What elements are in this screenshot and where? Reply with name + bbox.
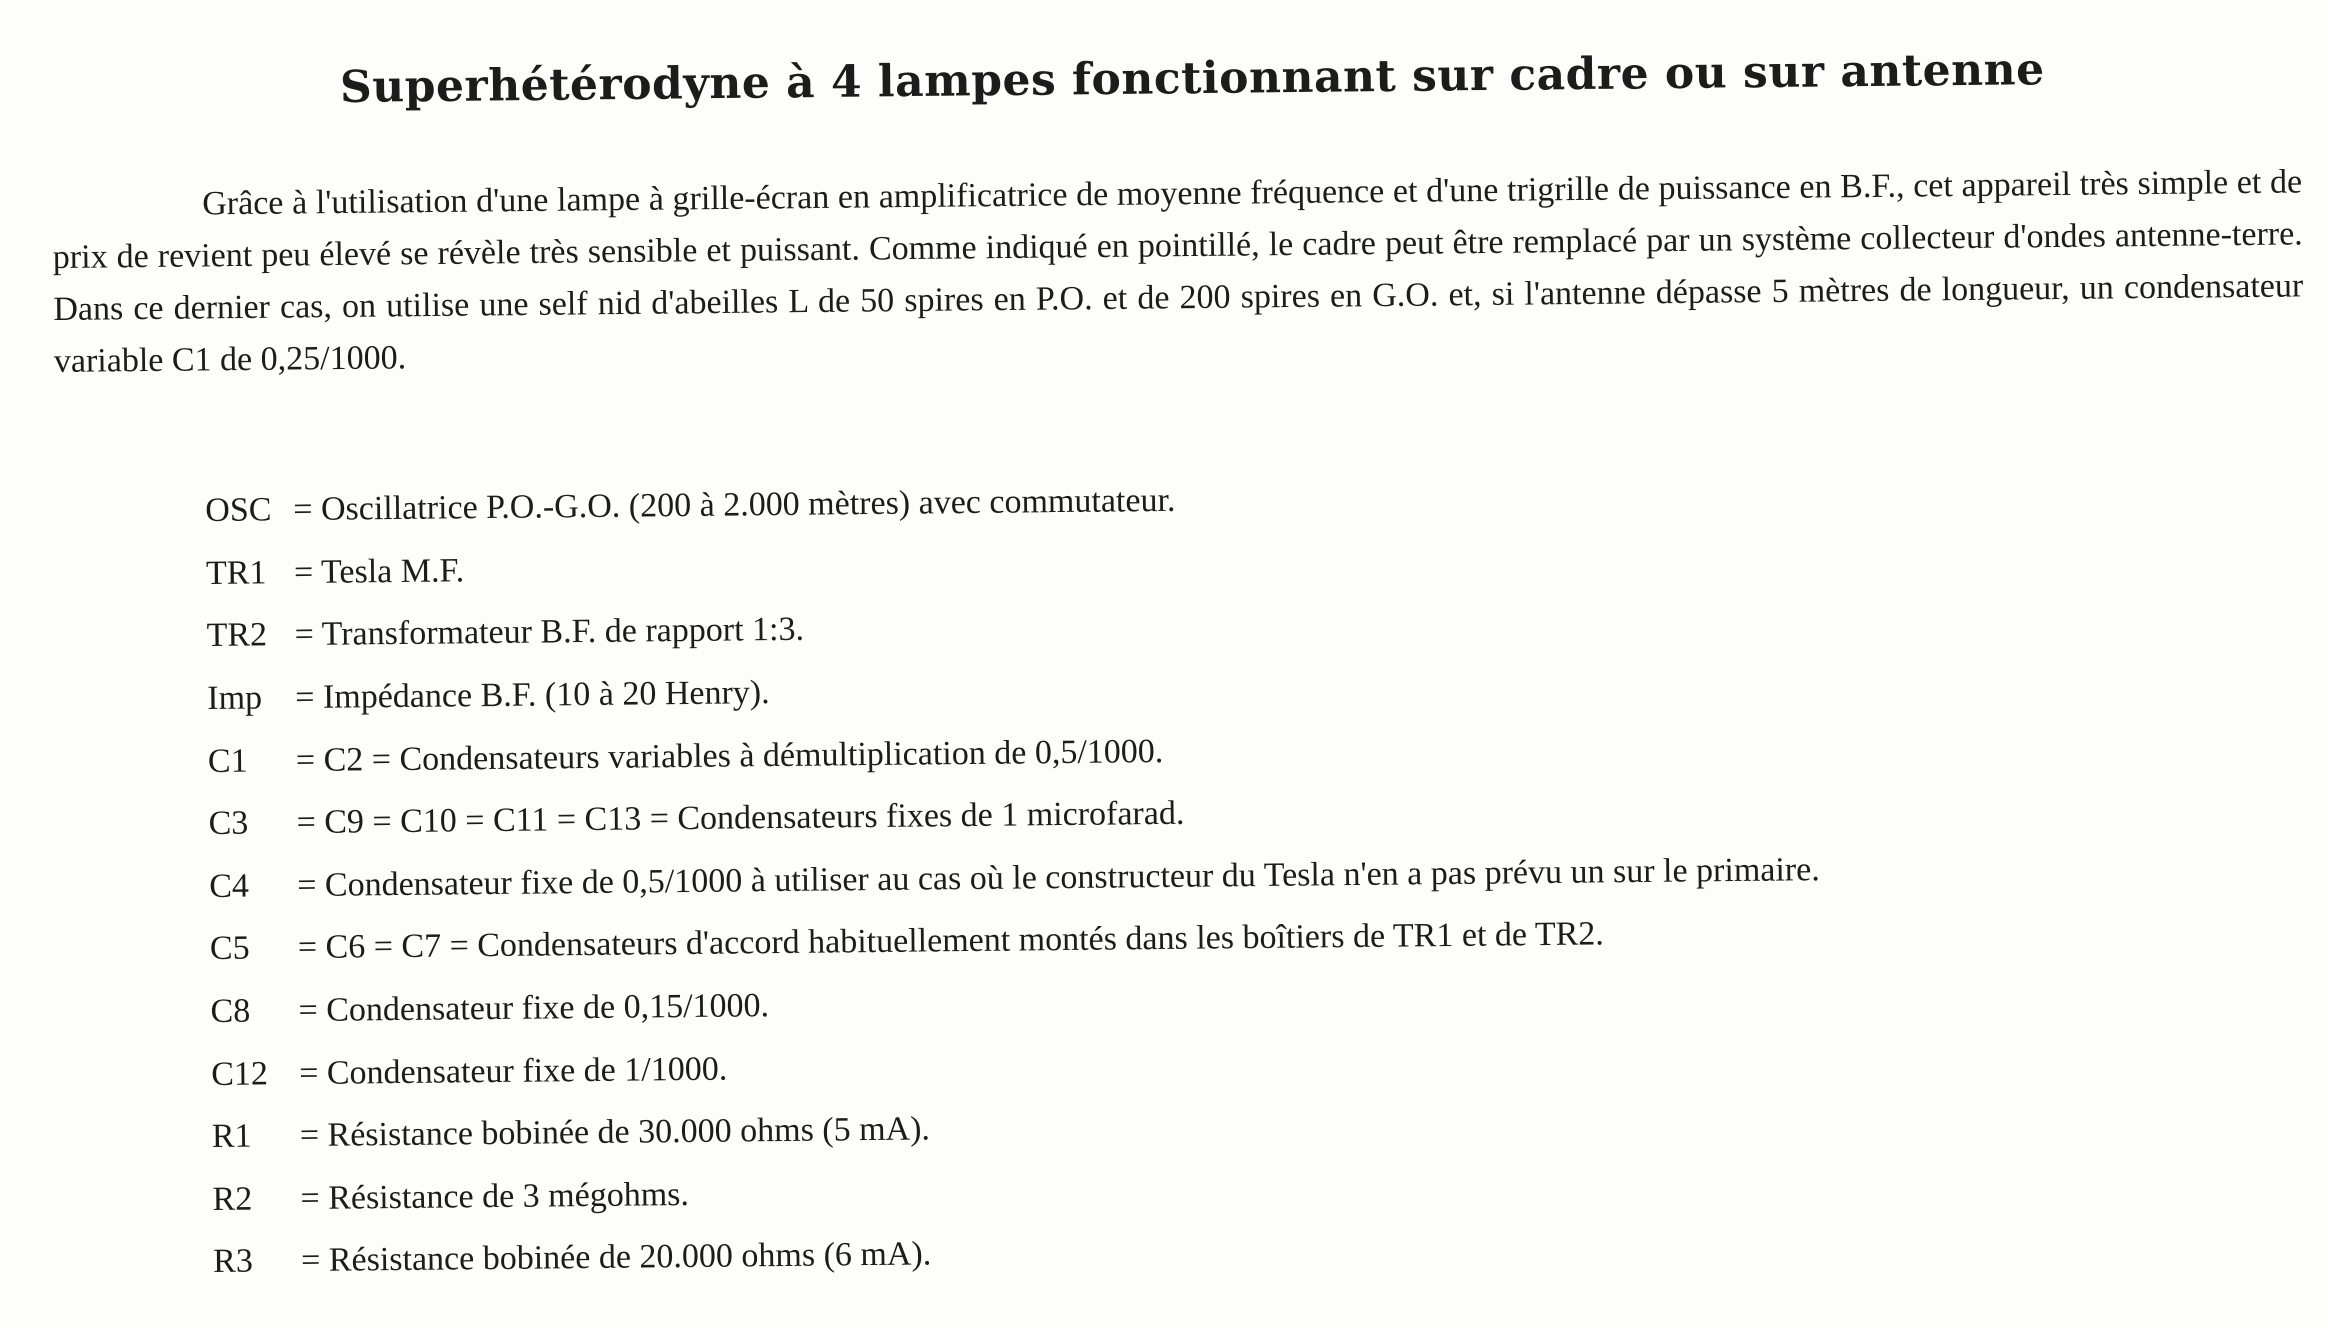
legend-description: = Condensateur fixe de 0,15/1000.: [298, 987, 770, 1030]
legend-code: R2: [212, 1180, 253, 1218]
legend-description: = Résistance de 3 mégohms.: [300, 1175, 690, 1217]
legend-code: Imp: [207, 679, 263, 718]
legend-code: TR1: [205, 554, 267, 592]
legend-code: C12: [211, 1055, 269, 1093]
legend-code: C4: [209, 867, 250, 905]
legend-description: = Condensateur fixe de 0,5/1000 à utiliser au cas où le constructeur du Tesla n'en a pas prévu un sur le primaire.: [297, 850, 1820, 904]
component-legend: [205, 458, 2313, 1294]
legend-description: = C6 = C7 = Condensateurs d'accord habituellement montés dans les boîtiers de TR1 et de TR2.: [297, 915, 1605, 967]
legend-description: = Condensateur fixe de 1/1000.: [299, 1050, 728, 1092]
legend-description: = Résistance bobinée de 20.000 ohms (6 mA).: [300, 1235, 932, 1280]
legend-description: = Oscillatrice P.O.-G.O. (200 à 2.000 mètres) avec commutateur.: [293, 482, 1176, 529]
legend-description: = Résistance bobinée de 30.000 ohms (5 mA).: [299, 1110, 931, 1155]
legend-description: = C2 = Condensateurs variables à démultiplication de 0,5/1000.: [295, 732, 1164, 779]
legend-description: = Impédance B.F. (10 à 20 Henry).: [295, 674, 770, 717]
legend-code: C8: [210, 992, 251, 1031]
intro-paragraph: Grâce à l'utilisation d'une lampe à grille-écran en amplificatrice de moyenne fréquence et d'une trigrille de puissance en B.F., cet appareil très simple et de prix de revient peu élevé se révèle très sensible et puissant. Comme indiqué en pointillé, le cadre peut être remplacé par un système collecteur d'ondes antenne-terre. Dans ce dernier cas, on utilise une self nid d'abeilles L de 50 spires en P.O. et de 200 spires en G.O. et, si l'antenne dépasse 5 mètres de longueur, un condensateur variable C1 de 0,25/1000.: [52, 163, 2304, 380]
legend-code: C1: [207, 742, 248, 780]
legend-code: R1: [211, 1117, 252, 1156]
legend-code: R3: [212, 1242, 254, 1281]
document-title: Superhétérodyne à 4 lampes fonctionnant sur cadre ou sur antenne: [339, 44, 2045, 113]
legend-code: TR2: [206, 616, 268, 655]
legend-description: = Transformateur B.F. de rapport 1:3.: [294, 611, 805, 654]
legend-description: = C9 = C10 = C11 = C13 = Condensateurs fixes de 1 microfarad.: [296, 795, 1185, 842]
legend-code: C3: [208, 804, 249, 843]
legend-description: = Tesla M.F.: [293, 552, 465, 591]
legend-code: OSC: [205, 491, 272, 530]
legend-code: C5: [209, 930, 250, 968]
